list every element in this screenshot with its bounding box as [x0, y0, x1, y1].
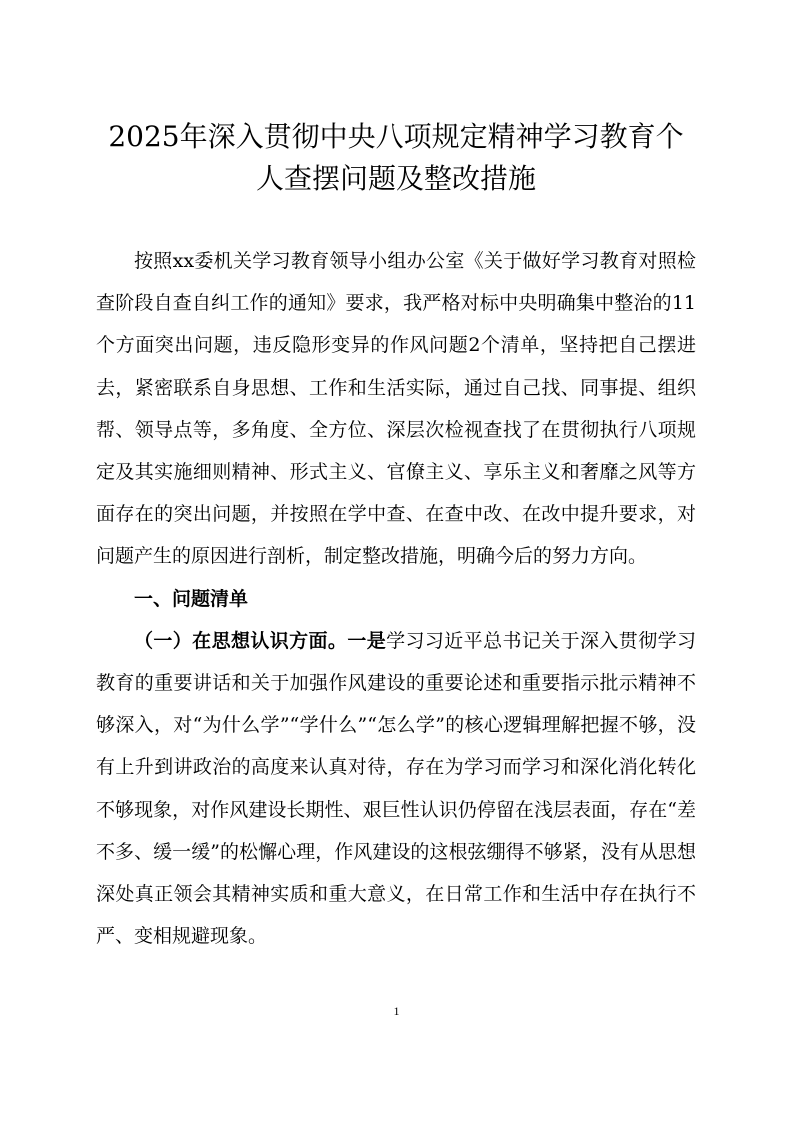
title-line-2: 人查摆问题及整改措施	[255, 162, 536, 195]
intro-paragraph: 按照xx委机关学习教育领导小组办公室《关于做好学习教育对照检查阶段自查自纠工作的通知》要求，我严格对标中央明确集中整治的11个方面突出问题，违反隐形变异的作风问题2个清单，坚持把自己摆进去，紧密联系自身思想、工作和生活实际，通过自己找、同事提、组织帮、领导点等，多角度、全方位、深层次检视查找了在贯彻执行八项规定及其实施细则精神、形式主义、官僚主义、享乐主义和奢靡之风等方面存在的突出问题，并按照在学中查、在查中改、在改中提升要求，对问题产生的原因进行剖析，制定整改措施，明确今后的努力方向。	[96, 250, 696, 568]
point-text: 学习习近平总书记关于深入贯彻学习教育的重要讲话和关于加强作风建设的重要论述和重要指示批示精神不够深入，对“为什么学”“学什么”“怎么学”的核心逻辑理解把握不够，没有上升到讲政治的高度来认真对待，存在为学习而学习和深化消化转化不够现象，对作风建设长期性、艰巨性认识仍停留在浅层表面，存在“差不多、缓一缓”的松懈心理，作风建设的这根弦绷得不够紧，没有从思想深处真正领会其精神实质和重大意义，在日常工作和生活中存在执行不严、变相规避现象。	[96, 629, 696, 948]
document-body	[96, 240, 696, 957]
document-title	[96, 116, 696, 200]
section-heading: 一、问题清单	[134, 587, 249, 610]
point-label: 一是	[347, 629, 387, 652]
page-number: 1	[393, 1004, 400, 1018]
title-line-1: 2025年深入贯彻中央八项规定精神学习教育个	[108, 120, 684, 153]
subsection-label: （一）在思想认识方面。	[134, 629, 348, 652]
thinking-paragraph	[96, 620, 696, 958]
